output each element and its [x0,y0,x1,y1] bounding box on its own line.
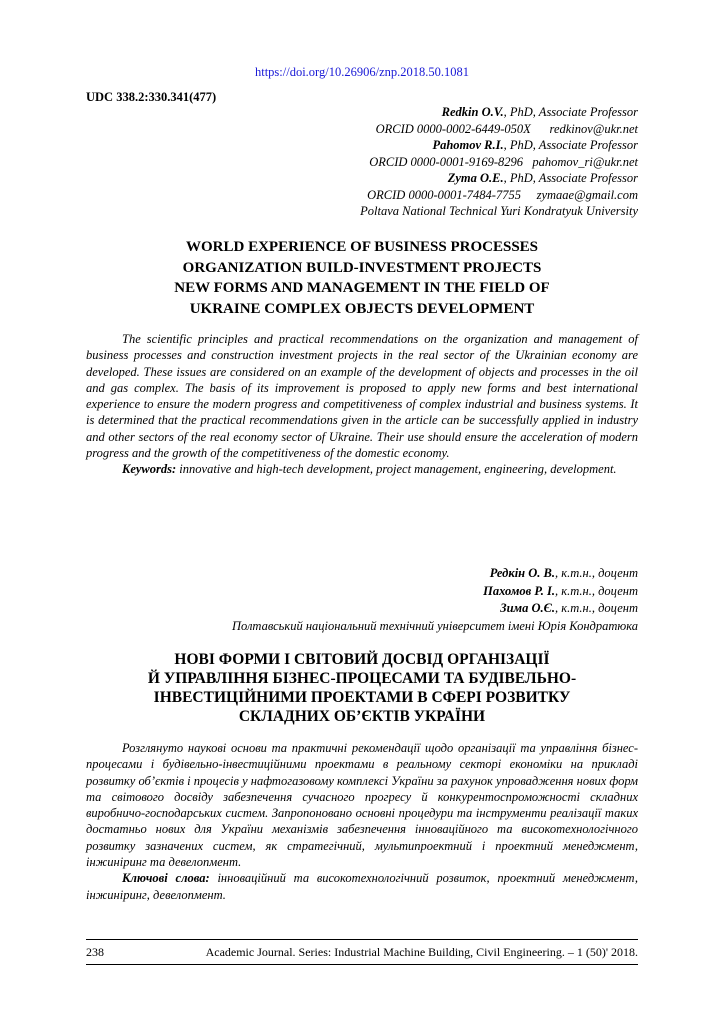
author-name: Зима О.Є. [500,601,555,615]
author-email[interactable]: pahomov_ri@ukr.net [532,154,638,169]
page-number: 238 [86,945,104,959]
abstract-ua [86,740,638,903]
doi-link[interactable]: https://doi.org/10.26906/znp.2018.50.1081 [254,65,469,79]
authors-en-block [360,104,638,220]
author-email[interactable]: redkinov@ukr.net [549,121,638,136]
author-line: Zyma O.E., PhD, Associate Professor [447,171,638,185]
author-name: Pahomov R.I. [432,138,504,152]
udc-code: UDC 338.2:330.341(477) [86,90,217,104]
article-title-ua: НОВІ ФОРМИ І СВІТОВИЙ ДОСВІД ОРГАНІЗАЦІЇ Й УПРАВЛІННЯ БІЗНЕС-ПРОЦЕСАМИ ТА БУДІВЕЛЬНО- ІНВЕСТИЦІЙНИМИ ПРОЕКТАМИ В СФЕРІ РОЗВИТКУ СКЛАДНИХ ОБ’ЄКТІВ УКРАЇНИ [147,651,577,725]
author-line: Pahomov R.I., PhD, Associate Professor [432,138,638,152]
author-name: Redkin O.V. [441,105,504,119]
abstract-text: The scientific principles and practical recommendations on the organization and management of business processes and construction investment projects in the real sector of the Ukrainian economy are developed. These issues are considered on an example of the development of objects and processes in the oil and gas complex. The basis of its improvement is proposed to apply new forms and best international experience to ensure the modern progress and competitiveness of complex industrial and business systems. It is determined that the practical recommendations given in the article can be successfully applied in industry and other sectors of the real economy sector of Ukraine. Their use should ensure the acceleration of modern progress and the growth of the competitiveness of the domestic economy. [86,332,638,461]
authors-ua-block [232,565,638,635]
abstract-text: Розглянуто наукові основи та практичні рекомендації щодо організації та управління бізнес-процесами і будівельно-інвестиційними проектами в реальному секторі економіки на прикладі розвитку об’єктів і процесів у нафтогазовому комплексі України за рахунок упровадження нових форм та світового досвіду забезпечення сучасного прогресу й конкурентоспроможності складних виробничо-господарських систем. Запропоновано основні процедури та інструменти реалізації таких достатньо нових для України механізмів забезпечення інноваційного та високотехнологічного розвитку зазначених систем, як стратегічний, мультипроектний і проектний менеджмент, інжиніринг та девелопмент. [86,741,638,870]
keywords-ua: Ключові слова: інноваційний та високотехнологічний розвиток, проектний менеджмент, інжиніринг, девелопмент. [86,871,638,902]
footer-divider-top [86,939,638,940]
author-line: Зима О.Є., к.т.н., доцент [500,601,638,615]
orcid-line: ORCID 0000-0002-6449-050X redkinov@ukr.net [375,121,638,136]
author-name: Пахомов Р. І. [483,583,555,598]
author-line: Redkin O.V., PhD, Associate Professor [441,105,638,119]
article-title-en: WORLD EXPERIENCE OF BUSINESS PROCESSES ORGANIZATION BUILD-INVESTMENT PROJECTS NEW FORMS AND MANAGEMENT IN THE FIELD OF UKRAINE COMPLEX OBJECTS DEVELOPMENT [174,239,550,317]
journal-info: Academic Journal. Series: Industrial Machine Building, Civil Engineering. – 1 (50)' 2018. [205,945,638,959]
keywords-en: Keywords: innovative and high-tech development, project management, engineering, development. [122,462,617,477]
keywords-label: Keywords: [122,462,177,477]
orcid-line: ORCID 0000-0001-7484-7755 zymaae@gmail.com [367,187,638,202]
author-line: Редкін О. В., к.т.н., доцент [489,566,638,580]
footer-divider-bottom [86,964,638,965]
affiliation: Полтавський національний технічний університет імені Юрія Кондратюка [232,618,638,633]
abstract-en [86,331,638,478]
keywords-label: Ключові слова: [122,871,210,886]
author-email[interactable]: zymaae@gmail.com [536,187,638,202]
affiliation: Poltava National Technical Yuri Kondratyuk University [360,204,638,218]
author-line: Пахомов Р. І., к.т.н., доцент [483,583,638,598]
orcid-line: ORCID 0000-0001-9169-8296 pahomov_ri@ukr.net [369,154,638,169]
author-name: Редкін О. В. [489,566,555,580]
author-name: Zyma O.E. [447,171,504,185]
